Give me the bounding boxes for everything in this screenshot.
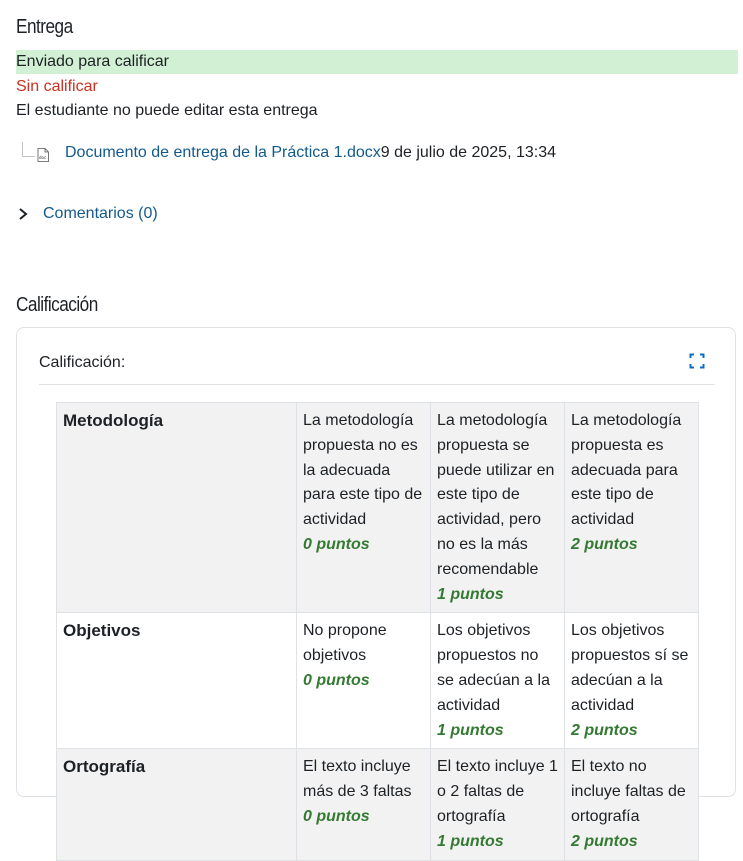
level-cell[interactable] bbox=[431, 403, 565, 613]
level-points: 2 puntos bbox=[571, 832, 638, 850]
grading-card bbox=[16, 327, 736, 850]
level-cell[interactable] bbox=[297, 613, 431, 749]
level-cell[interactable] bbox=[431, 749, 565, 860]
chevron-right-icon bbox=[17, 207, 29, 221]
submission-section-title: Entrega bbox=[16, 16, 73, 38]
level-text: La metodología propuesta no es la adecuada para este tipo de actividad bbox=[303, 412, 423, 529]
level-cell[interactable] bbox=[565, 613, 699, 749]
level-text: Los objetivos propuestos no se adecúan a la actividad bbox=[437, 622, 550, 714]
level-cell[interactable] bbox=[297, 403, 431, 613]
level-points: 0 puntos bbox=[303, 807, 370, 825]
level-text: La metodología propuesta es adecuada para este tipo de actividad bbox=[571, 412, 682, 529]
file-date: 9 de julio de 2025, 13:34 bbox=[380, 144, 557, 161]
criterion-cell: Ortografía bbox=[57, 749, 297, 860]
level-points: 0 puntos bbox=[303, 535, 370, 553]
level-text: Los objetivos propuestos sí se adecúan a la actividad bbox=[571, 622, 689, 714]
level-points: 1 puntos bbox=[437, 832, 504, 850]
level-points: 1 puntos bbox=[437, 585, 504, 603]
grading-section-title: Calificación bbox=[16, 294, 98, 316]
level-cell[interactable] bbox=[431, 613, 565, 749]
level-points: 2 puntos bbox=[571, 535, 638, 553]
criterion-cell: Objetivos bbox=[57, 613, 297, 749]
fullscreen-expand-icon[interactable] bbox=[689, 353, 705, 369]
level-text: El texto incluye 1 o 2 faltas de ortografía bbox=[437, 758, 558, 825]
edit-status: El estudiante no puede editar esta entrega bbox=[16, 102, 318, 119]
level-points: 2 puntos bbox=[571, 721, 638, 739]
comments-link[interactable]: Comentarios (0) bbox=[43, 205, 158, 222]
level-cell[interactable] bbox=[565, 749, 699, 860]
submitted-file bbox=[22, 140, 556, 166]
file-download-link[interactable]: Documento de entrega de la Práctica 1.docx bbox=[65, 144, 381, 161]
rubric-table bbox=[56, 402, 699, 861]
level-points: 0 puntos bbox=[303, 671, 370, 689]
level-points: 1 puntos bbox=[437, 721, 504, 739]
rubric-row bbox=[57, 749, 699, 860]
tree-line bbox=[22, 142, 35, 157]
rubric-row bbox=[57, 403, 699, 613]
level-text: No propone objetivos bbox=[303, 622, 387, 665]
level-text: El texto incluye más de 3 faltas bbox=[303, 758, 412, 801]
level-cell[interactable] bbox=[565, 403, 699, 613]
level-text: La metodología propuesta se puede utilizar en este tipo de actividad, pero no es la más recomendable bbox=[437, 412, 555, 578]
svg-text:doc: doc bbox=[39, 155, 47, 160]
rubric-row bbox=[57, 613, 699, 749]
submission-status: Enviado para calificar bbox=[16, 50, 738, 74]
card-header bbox=[39, 350, 715, 385]
criterion-cell: Metodología bbox=[57, 403, 297, 613]
grade-label: Calificación: bbox=[39, 354, 126, 371]
level-cell[interactable] bbox=[297, 749, 431, 860]
grading-status: Sin calificar bbox=[16, 78, 98, 95]
level-text: El texto no incluye faltas de ortografía bbox=[571, 758, 686, 825]
comments-toggle[interactable] bbox=[16, 201, 158, 227]
document-file-icon bbox=[37, 148, 49, 162]
